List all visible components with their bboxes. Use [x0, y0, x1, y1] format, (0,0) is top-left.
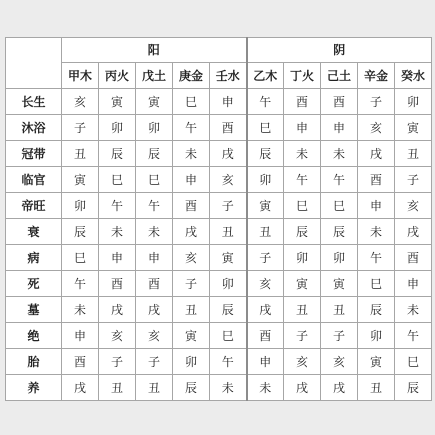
branch-cell: 亥: [136, 323, 173, 349]
branch-cell: 子: [99, 349, 136, 375]
branch-cell: 亥: [173, 245, 210, 271]
branch-cell: 申: [173, 167, 210, 193]
branch-cell: 申: [99, 245, 136, 271]
branch-cell: 申: [62, 323, 99, 349]
branch-cell: 子: [173, 271, 210, 297]
twelve-stages-table: [5, 37, 432, 401]
table-row: [6, 167, 432, 193]
stage-label: 养: [6, 375, 62, 401]
stem-header: 辛金: [358, 63, 395, 89]
branch-cell: 辰: [173, 375, 210, 401]
branch-cell: 午: [284, 167, 321, 193]
branch-cell: 寅: [210, 245, 247, 271]
branch-cell: 子: [136, 349, 173, 375]
branch-cell: 丑: [247, 219, 284, 245]
branch-cell: 巳: [136, 167, 173, 193]
branch-cell: 申: [247, 349, 284, 375]
branch-cell: 寅: [99, 89, 136, 115]
branch-cell: 辰: [136, 141, 173, 167]
branch-cell: 寅: [284, 271, 321, 297]
branch-cell: 丑: [62, 141, 99, 167]
branch-cell: 酉: [358, 167, 395, 193]
branch-cell: 子: [395, 167, 432, 193]
branch-cell: 申: [210, 89, 247, 115]
branch-cell: 酉: [395, 245, 432, 271]
branch-cell: 戌: [210, 141, 247, 167]
stem-header-row: [6, 63, 432, 89]
table-row: [6, 375, 432, 401]
branch-cell: 巳: [99, 167, 136, 193]
branch-cell: 戌: [358, 141, 395, 167]
stage-label: 沐浴: [6, 115, 62, 141]
stem-header: 癸水: [395, 63, 432, 89]
branch-cell: 寅: [62, 167, 99, 193]
branch-cell: 午: [99, 193, 136, 219]
branch-cell: 亥: [321, 349, 358, 375]
branch-cell: 子: [210, 193, 247, 219]
branch-cell: 午: [136, 193, 173, 219]
group-header-yin: 阴: [247, 38, 432, 63]
branch-cell: 卯: [358, 323, 395, 349]
branch-cell: 丑: [321, 297, 358, 323]
table-row: [6, 89, 432, 115]
branch-cell: 巳: [395, 349, 432, 375]
branch-cell: 辰: [321, 219, 358, 245]
branch-cell: 亥: [247, 271, 284, 297]
branch-cell: 子: [62, 115, 99, 141]
branch-cell: 寅: [136, 89, 173, 115]
branch-cell: 亥: [99, 323, 136, 349]
branch-cell: 寅: [395, 115, 432, 141]
stem-header: 戊土: [136, 63, 173, 89]
branch-cell: 卯: [136, 115, 173, 141]
branch-cell: 子: [358, 89, 395, 115]
branch-cell: 未: [99, 219, 136, 245]
branch-cell: 酉: [284, 89, 321, 115]
branch-cell: 巳: [247, 115, 284, 141]
branch-cell: 午: [247, 89, 284, 115]
branch-cell: 申: [358, 193, 395, 219]
branch-cell: 酉: [136, 271, 173, 297]
table-row: [6, 323, 432, 349]
branch-cell: 午: [321, 167, 358, 193]
branch-cell: 亥: [395, 193, 432, 219]
branch-cell: 亥: [210, 167, 247, 193]
branch-cell: 寅: [247, 193, 284, 219]
branch-cell: 未: [247, 375, 284, 401]
table-row: [6, 141, 432, 167]
branch-cell: 酉: [247, 323, 284, 349]
branch-cell: 亥: [284, 349, 321, 375]
branch-cell: 酉: [62, 349, 99, 375]
stem-header: 己土: [321, 63, 358, 89]
branch-cell: 戌: [247, 297, 284, 323]
branch-cell: 子: [321, 323, 358, 349]
branch-cell: 巳: [210, 323, 247, 349]
stem-header: 甲木: [62, 63, 99, 89]
branch-cell: 辰: [99, 141, 136, 167]
branch-cell: 午: [358, 245, 395, 271]
branch-cell: 午: [210, 349, 247, 375]
table-row: [6, 349, 432, 375]
stage-label: 病: [6, 245, 62, 271]
branch-cell: 辰: [284, 219, 321, 245]
branch-cell: 午: [395, 323, 432, 349]
branch-cell: 辰: [395, 375, 432, 401]
branch-cell: 巳: [358, 271, 395, 297]
branch-cell: 未: [136, 219, 173, 245]
branch-cell: 卯: [284, 245, 321, 271]
branch-cell: 卯: [99, 115, 136, 141]
branch-cell: 丑: [173, 297, 210, 323]
branch-cell: 丑: [358, 375, 395, 401]
stage-label: 帝旺: [6, 193, 62, 219]
branch-cell: 未: [395, 297, 432, 323]
branch-cell: 丑: [284, 297, 321, 323]
branch-cell: 戌: [395, 219, 432, 245]
branch-cell: 戌: [62, 375, 99, 401]
table-row: [6, 297, 432, 323]
stage-label: 胎: [6, 349, 62, 375]
group-header-yang: 阳: [62, 38, 247, 63]
corner-cell: [6, 38, 62, 89]
table-row: [6, 271, 432, 297]
stem-header: 庚金: [173, 63, 210, 89]
branch-cell: 未: [321, 141, 358, 167]
branch-cell: 辰: [62, 219, 99, 245]
stem-header: 壬水: [210, 63, 247, 89]
group-header-row: [6, 38, 432, 63]
branch-cell: 卯: [173, 349, 210, 375]
branch-cell: 巳: [284, 193, 321, 219]
branch-cell: 子: [284, 323, 321, 349]
branch-cell: 戌: [321, 375, 358, 401]
branch-cell: 丑: [99, 375, 136, 401]
table-row: [6, 245, 432, 271]
branch-cell: 子: [247, 245, 284, 271]
branch-cell: 戌: [136, 297, 173, 323]
branch-cell: 申: [395, 271, 432, 297]
branch-cell: 酉: [321, 89, 358, 115]
stage-label: 冠带: [6, 141, 62, 167]
branch-cell: 丑: [136, 375, 173, 401]
branch-cell: 卯: [247, 167, 284, 193]
branch-cell: 寅: [358, 349, 395, 375]
stem-header: 丁火: [284, 63, 321, 89]
stem-header: 乙木: [247, 63, 284, 89]
branch-cell: 卯: [395, 89, 432, 115]
stage-label: 死: [6, 271, 62, 297]
branch-cell: 戌: [99, 297, 136, 323]
branch-cell: 丑: [210, 219, 247, 245]
branch-cell: 丑: [395, 141, 432, 167]
branch-cell: 酉: [210, 115, 247, 141]
branch-cell: 巳: [62, 245, 99, 271]
branch-cell: 寅: [173, 323, 210, 349]
branch-cell: 未: [358, 219, 395, 245]
branch-cell: 酉: [173, 193, 210, 219]
branch-cell: 巳: [321, 193, 358, 219]
stem-header: 丙火: [99, 63, 136, 89]
branch-cell: 午: [173, 115, 210, 141]
branch-cell: 未: [284, 141, 321, 167]
branch-cell: 申: [284, 115, 321, 141]
branch-cell: 午: [62, 271, 99, 297]
branch-cell: 亥: [62, 89, 99, 115]
table-row: [6, 115, 432, 141]
table-row: [6, 193, 432, 219]
stage-label: 衰: [6, 219, 62, 245]
branch-cell: 申: [136, 245, 173, 271]
branch-cell: 未: [173, 141, 210, 167]
stage-label: 绝: [6, 323, 62, 349]
branch-cell: 未: [62, 297, 99, 323]
branch-cell: 巳: [173, 89, 210, 115]
branch-cell: 申: [321, 115, 358, 141]
table-row: [6, 219, 432, 245]
branch-cell: 未: [210, 375, 247, 401]
branch-cell: 寅: [321, 271, 358, 297]
branch-cell: 戌: [173, 219, 210, 245]
branch-cell: 辰: [210, 297, 247, 323]
branch-cell: 卯: [210, 271, 247, 297]
stage-label: 墓: [6, 297, 62, 323]
branch-cell: 卯: [321, 245, 358, 271]
branch-cell: 亥: [358, 115, 395, 141]
branch-cell: 卯: [62, 193, 99, 219]
branch-cell: 戌: [284, 375, 321, 401]
branch-cell: 酉: [99, 271, 136, 297]
stage-label: 临官: [6, 167, 62, 193]
branch-cell: 辰: [358, 297, 395, 323]
branch-cell: 辰: [247, 141, 284, 167]
stage-label: 长生: [6, 89, 62, 115]
